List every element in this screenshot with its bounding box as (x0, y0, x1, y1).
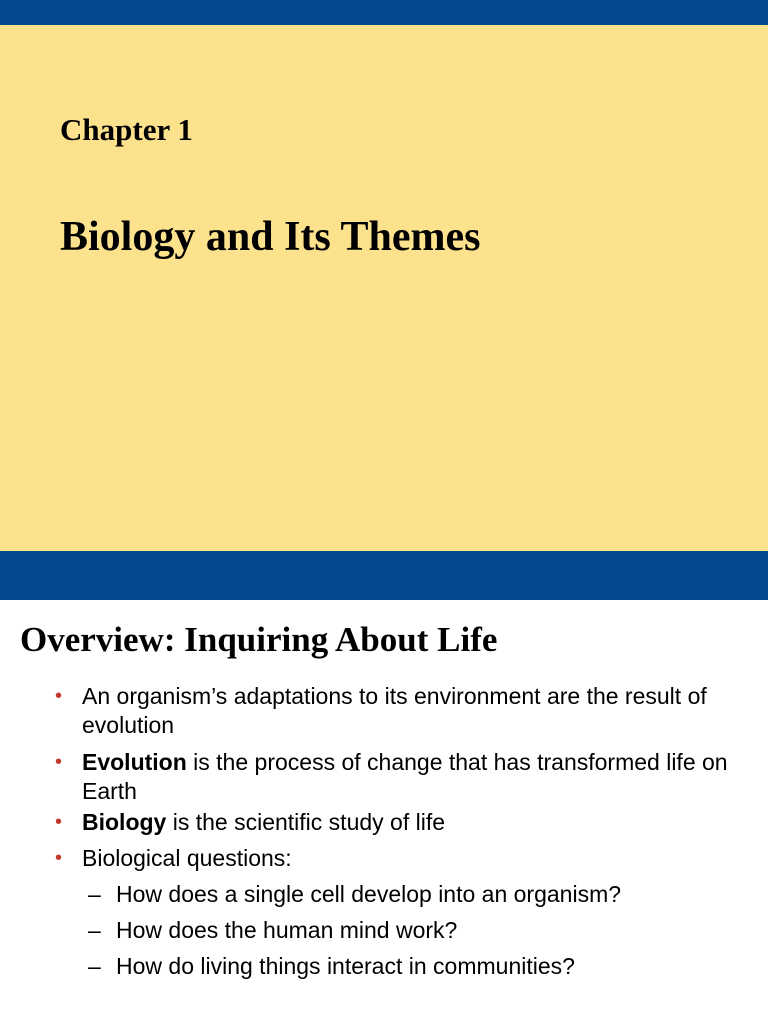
bullet-icon: • (55, 847, 63, 869)
chapter-label: Chapter 1 (60, 112, 193, 147)
dash-icon: – (88, 881, 101, 907)
bullet-bold: Evolution (82, 749, 187, 775)
sub-bullet-text: How does a single cell develop into an organism? (116, 881, 622, 907)
dash-icon: – (88, 953, 101, 979)
bullet-text: An organism’s adaptations to its environment are the result of evolution (82, 683, 707, 738)
slide-title: Biology and Its Themes (60, 214, 481, 260)
bullet-icon: • (55, 811, 63, 833)
bullet-bold: Biology (82, 809, 167, 835)
overview-slide (0, 600, 768, 1024)
bullet-icon: • (55, 751, 63, 773)
top-bar (0, 0, 768, 25)
bullet-text: is the scientific study of life (166, 809, 446, 835)
bottom-bar (0, 551, 768, 600)
dash-icon: – (88, 917, 101, 943)
bullet-text: Biological questions: (82, 845, 292, 871)
overview-title: Overview: Inquiring About Life (20, 620, 498, 659)
title-panel (0, 25, 768, 551)
sub-bullet-text: How do living things interact in communities? (116, 953, 575, 979)
sub-bullet-text: How does the human mind work? (116, 917, 458, 943)
bullet-icon: • (55, 685, 63, 707)
bullet-text: is the process of change that has transformed life on Earth (82, 749, 728, 804)
